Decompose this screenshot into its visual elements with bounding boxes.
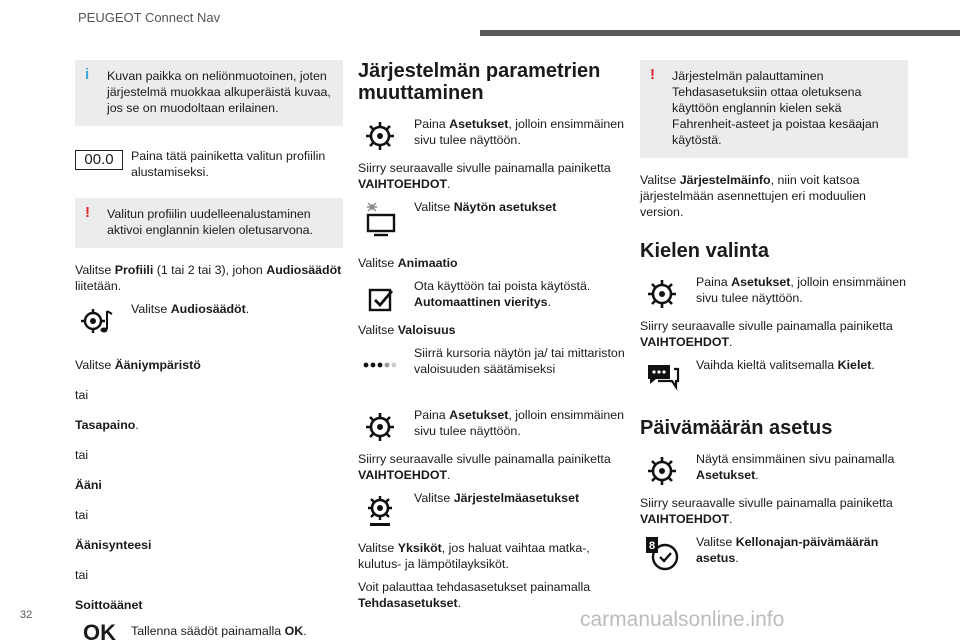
factory-reset-text: Voit palauttaa tehdasasetukset painamalla Tehdasasetukset.	[358, 580, 591, 610]
settings-row: Paina Asetukset, jolloin ensimmäinen sivu tulee näyttöön.	[358, 116, 626, 150]
clock-settings-row: 8 Valitse Kellonajan-päivämäärän asetus.	[640, 534, 908, 568]
or-text: tai	[75, 448, 89, 462]
sound-text: Ääni	[75, 478, 102, 492]
brightness-slider-icon	[362, 347, 398, 383]
info-note: i Kuvan paikka on neliönmuotoinen, joten järjestelmä muokkaa alkuperäistä kuvaa, jos se on muodoltaan erilainen.	[75, 60, 343, 126]
select-animation-text: Valitse Animaatio	[358, 256, 458, 270]
reset-key-icon: 00.0	[75, 150, 123, 170]
system-info-text: Valitse Järjestelmäinfo, niin voit katsoa järjestelmään asennettujen eri moduulien version.	[640, 173, 866, 219]
language-chat-icon	[644, 359, 680, 395]
next-page-text: Siirry seuraavalle sivulle painamalla painiketta VAIHTOEHDOT.	[358, 161, 611, 191]
column-2	[358, 60, 626, 618]
warning-note-factory: ! Järjestelmän palauttaminen Tehdasasetuksiin ottaa oletuksena käyttöön englannin kielen sekä Fahrenheit-asteet ja poistaa kesäajan käytöstä.	[640, 60, 908, 158]
balance-text: Tasapaino.	[75, 418, 139, 432]
audio-settings-icon	[79, 303, 115, 339]
watermark: carmanualsonline.info	[580, 608, 785, 631]
next-page-text-2: Siirry seuraavalle sivulle painamalla painiketta VAIHTOEHDOT.	[358, 452, 611, 482]
settings-row-2: Paina Asetukset, jolloin ensimmäinen sivu tulee näyttöön.	[358, 407, 626, 441]
warning-icon: !	[85, 204, 90, 221]
select-brightness-text: Valitse Valoisuus	[358, 323, 456, 337]
display-settings-row: Valitse Näytön asetukset	[358, 199, 626, 245]
reset-profile-row: 00.0 Paina tätä painiketta valitun profiilin alustamiseksi.	[75, 148, 343, 182]
or-text: tai	[75, 568, 89, 582]
display-settings-icon	[362, 201, 398, 237]
units-text: Valitse Yksiköt, jos haluat vaihtaa matka-, kulutus- ja lämpötilayksiköt.	[358, 541, 590, 571]
language-heading: Kielen valinta	[640, 240, 769, 262]
or-text: tai	[75, 508, 89, 522]
column-1	[75, 60, 343, 640]
autoscroll-row: Ota käyttöön tai poista käytöstä. Automaattinen vieritys.	[358, 278, 626, 312]
warning-icon: !	[650, 66, 655, 83]
settings-gear-icon	[644, 453, 680, 489]
ringtones-text: Soittoäänet	[75, 598, 143, 612]
select-profile-text: Valitse Profiili (1 tai 2 tai 3), johon Audiosäädöt liitetään.	[75, 263, 342, 293]
speech-synthesis-text: Äänisynteesi	[75, 538, 152, 552]
system-settings-row: Valitse Järjestelmäasetukset	[358, 490, 626, 530]
or-text: tai	[75, 388, 89, 402]
page-number: 32	[20, 609, 33, 621]
date-settings-row: Näytä ensimmäinen sivu painamalla Asetukset.	[640, 451, 908, 485]
checkbox-icon	[362, 280, 398, 316]
ok-button-icon: OK	[83, 620, 116, 640]
system-settings-heading: Järjestelmän parametrien muuttaminen	[358, 60, 601, 104]
languages-row: Vaihda kieltä valitsemalla Kielet.	[640, 357, 908, 391]
settings-gear-icon	[362, 409, 398, 445]
audio-settings-row: Valitse Audiosäädöt.	[75, 301, 343, 347]
warning-note: ! Valitun profiilin uudelleenalustaminen aktivoi englannin kielen oletusarvona.	[75, 198, 343, 248]
brightness-row: Siirrä kursoria näytön ja/ tai mittariston valoisuuden säätämiseksi	[358, 345, 626, 397]
column-3	[640, 60, 908, 578]
settings-gear-icon	[644, 276, 680, 312]
header-bar	[480, 30, 960, 36]
clock-icon	[644, 536, 680, 572]
header-title: PEUGEOT Connect Nav	[78, 10, 221, 25]
system-settings-icon	[362, 492, 398, 528]
language-next-page-text: Siirry seuraavalle sivulle painamalla painiketta VAIHTOEHDOT.	[640, 319, 893, 349]
date-next-page-text: Siirry seuraavalle sivulle painamalla painiketta VAIHTOEHDOT.	[640, 496, 893, 526]
settings-gear-icon	[362, 118, 398, 154]
clock-badge: 8	[648, 540, 656, 552]
language-settings-row: Paina Asetukset, jolloin ensimmäinen sivu tulee näyttöön.	[640, 274, 908, 308]
info-icon: i	[85, 66, 90, 83]
date-heading: Päivämäärän asetus	[640, 417, 833, 439]
select-ambience-text: Valitse Ääniympäristö	[75, 358, 201, 372]
save-row: OK Tallenna säädöt painamalla OK.	[83, 620, 307, 640]
